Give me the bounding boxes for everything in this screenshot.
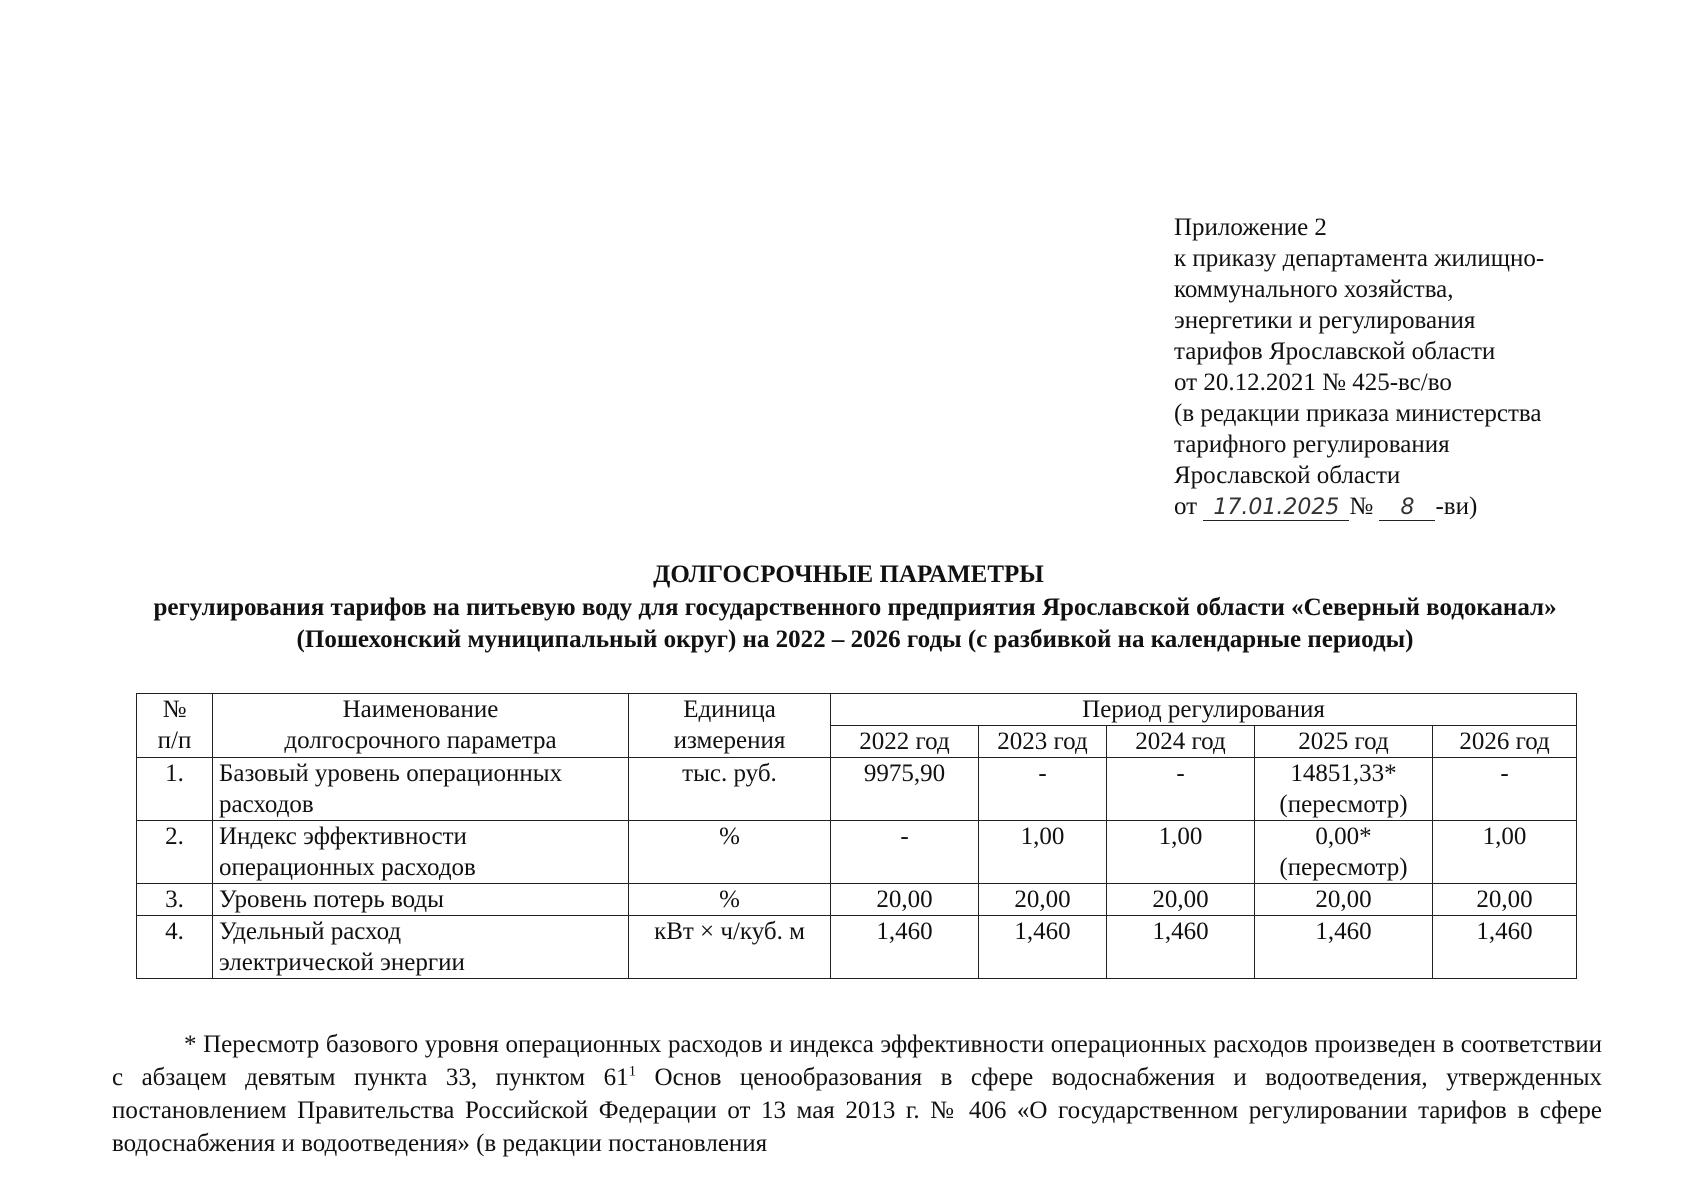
row-name-line: Индекс эффективности — [219, 823, 467, 850]
row-value-line: (пересмотр) — [1279, 791, 1408, 818]
appendix-last-line — [1174, 491, 1654, 522]
header-name-line: долгосрочного параметра — [284, 727, 557, 754]
row-value-line: 0,00* — [1315, 823, 1372, 850]
header-year: 2025 год — [1255, 726, 1433, 758]
row-name-line: Удельный расход — [219, 918, 402, 945]
row-unit: тыс. руб. — [629, 758, 831, 821]
row-unit: кВт × ч/куб. м — [629, 916, 831, 979]
row-name — [213, 758, 629, 821]
row-value — [1255, 758, 1433, 821]
row-name-line: операционных расходов — [219, 854, 476, 881]
row-value: 1,00 — [1433, 821, 1577, 884]
appendix-last-prefix: от — [1174, 493, 1198, 520]
header-num — [137, 694, 213, 758]
header-year: 2026 год — [1433, 726, 1577, 758]
row-name-line: расходов — [219, 791, 314, 818]
table-row — [137, 821, 1577, 884]
row-name — [213, 916, 629, 979]
row-value: 20,00 — [979, 884, 1107, 916]
appendix-line: энергетики и регулирования — [1174, 307, 1476, 334]
appendix-last-suffix: -ви) — [1435, 493, 1478, 520]
appendix-line: тарифов Ярославской области — [1174, 338, 1496, 365]
appendix-line: к приказу департамента жилищно- — [1174, 245, 1545, 272]
appendix-line: (в редакции приказа министерства — [1174, 400, 1542, 427]
number-sign: № — [1349, 493, 1374, 520]
header-name-line: Наименование — [342, 696, 499, 723]
row-value: 1,460 — [1255, 916, 1433, 979]
row-value: 20,00 — [1255, 884, 1433, 916]
row-num: 2. — [137, 821, 213, 884]
footnote-text: * Пересмотр базового уровня операционных расходов и индекса эффективности операционных расходов произведен в соответствии с абзацем девятым пункта 33, пунктом 61 — [112, 1031, 1602, 1091]
table-row — [137, 758, 1577, 821]
row-value: 20,00 — [1107, 884, 1255, 916]
header-year: 2023 год — [979, 726, 1107, 758]
table-row — [137, 916, 1577, 979]
row-value: 1,460 — [1107, 916, 1255, 979]
appendix-line: Приложение 2 — [1174, 214, 1327, 241]
header-num-line: п/п — [157, 727, 192, 754]
row-value: 20,00 — [831, 884, 979, 916]
header-year: 2022 год — [831, 726, 979, 758]
row-name: Уровень потерь воды — [213, 884, 629, 916]
row-value: 9975,90 — [831, 758, 979, 821]
table-row — [137, 884, 1577, 916]
row-value: - — [1433, 758, 1577, 821]
header-period: Период регулирования — [831, 694, 1577, 726]
row-value: 1,00 — [1107, 821, 1255, 884]
row-num: 4. — [137, 916, 213, 979]
footnote-paragraph — [112, 1028, 1602, 1160]
row-value: 1,460 — [979, 916, 1107, 979]
header-unit-line: Единица — [683, 696, 776, 723]
handwritten-number: 8 — [1379, 496, 1435, 521]
row-unit: % — [629, 821, 831, 884]
row-value: - — [1107, 758, 1255, 821]
row-value-line: (пересмотр) — [1279, 854, 1408, 881]
row-value: - — [979, 758, 1107, 821]
row-value: - — [831, 821, 979, 884]
header-name — [213, 694, 629, 758]
footnote-sup: 1 — [628, 1063, 637, 1080]
row-num: 3. — [137, 884, 213, 916]
header-row-1 — [137, 694, 1577, 726]
row-value: 1,460 — [831, 916, 979, 979]
header-unit — [629, 694, 831, 758]
row-num: 1. — [137, 758, 213, 821]
row-unit: % — [629, 884, 831, 916]
appendix-line: Ярославской области — [1174, 462, 1401, 489]
footnote — [112, 1028, 1602, 1160]
row-name-line: электрической энергии — [219, 949, 465, 976]
header-year: 2024 год — [1107, 726, 1255, 758]
row-value: 1,00 — [979, 821, 1107, 884]
appendix-line: от 20.12.2021 № 425-вс/во — [1174, 369, 1452, 396]
row-value: 20,00 — [1433, 884, 1577, 916]
row-name — [213, 821, 629, 884]
header-unit-line: измерения — [673, 727, 786, 754]
appendix-line: коммунального хозяйства, — [1174, 276, 1454, 303]
parameters-table — [136, 693, 1577, 979]
document-subtitle: регулирования тарифов на питьевую воду для государственного предприятия Ярославской области «Северный водоканал» (Пошехонский муниципальный округ) на 2022 – 2026 годы (с разбивкой на календарные периоды) — [153, 594, 1557, 653]
row-value — [1255, 821, 1433, 884]
row-value: 1,460 — [1433, 916, 1577, 979]
appendix-block — [1174, 212, 1654, 522]
row-name-line: Базовый уровень операционных — [219, 760, 563, 787]
appendix-line: тарифного регулирования — [1174, 431, 1450, 458]
handwritten-date: 17.01.2025 — [1203, 496, 1349, 521]
row-value-line: 14851,33* — [1290, 760, 1397, 787]
footnote-text: Основ ценообразования в сфере водоснабжения и водоотведения, утвержденных постановлением Правительства Российской Федерации от 13 мая 2013 г. № 406 «О государственном регулировании тарифов в сфере водоснабжения и водоотведения» (в редакции постановления — [112, 1064, 1602, 1157]
document-title: ДОЛГОСРОЧНЫЕ ПАРАМЕТРЫ — [653, 561, 1044, 588]
header-num-line: № — [162, 696, 187, 723]
